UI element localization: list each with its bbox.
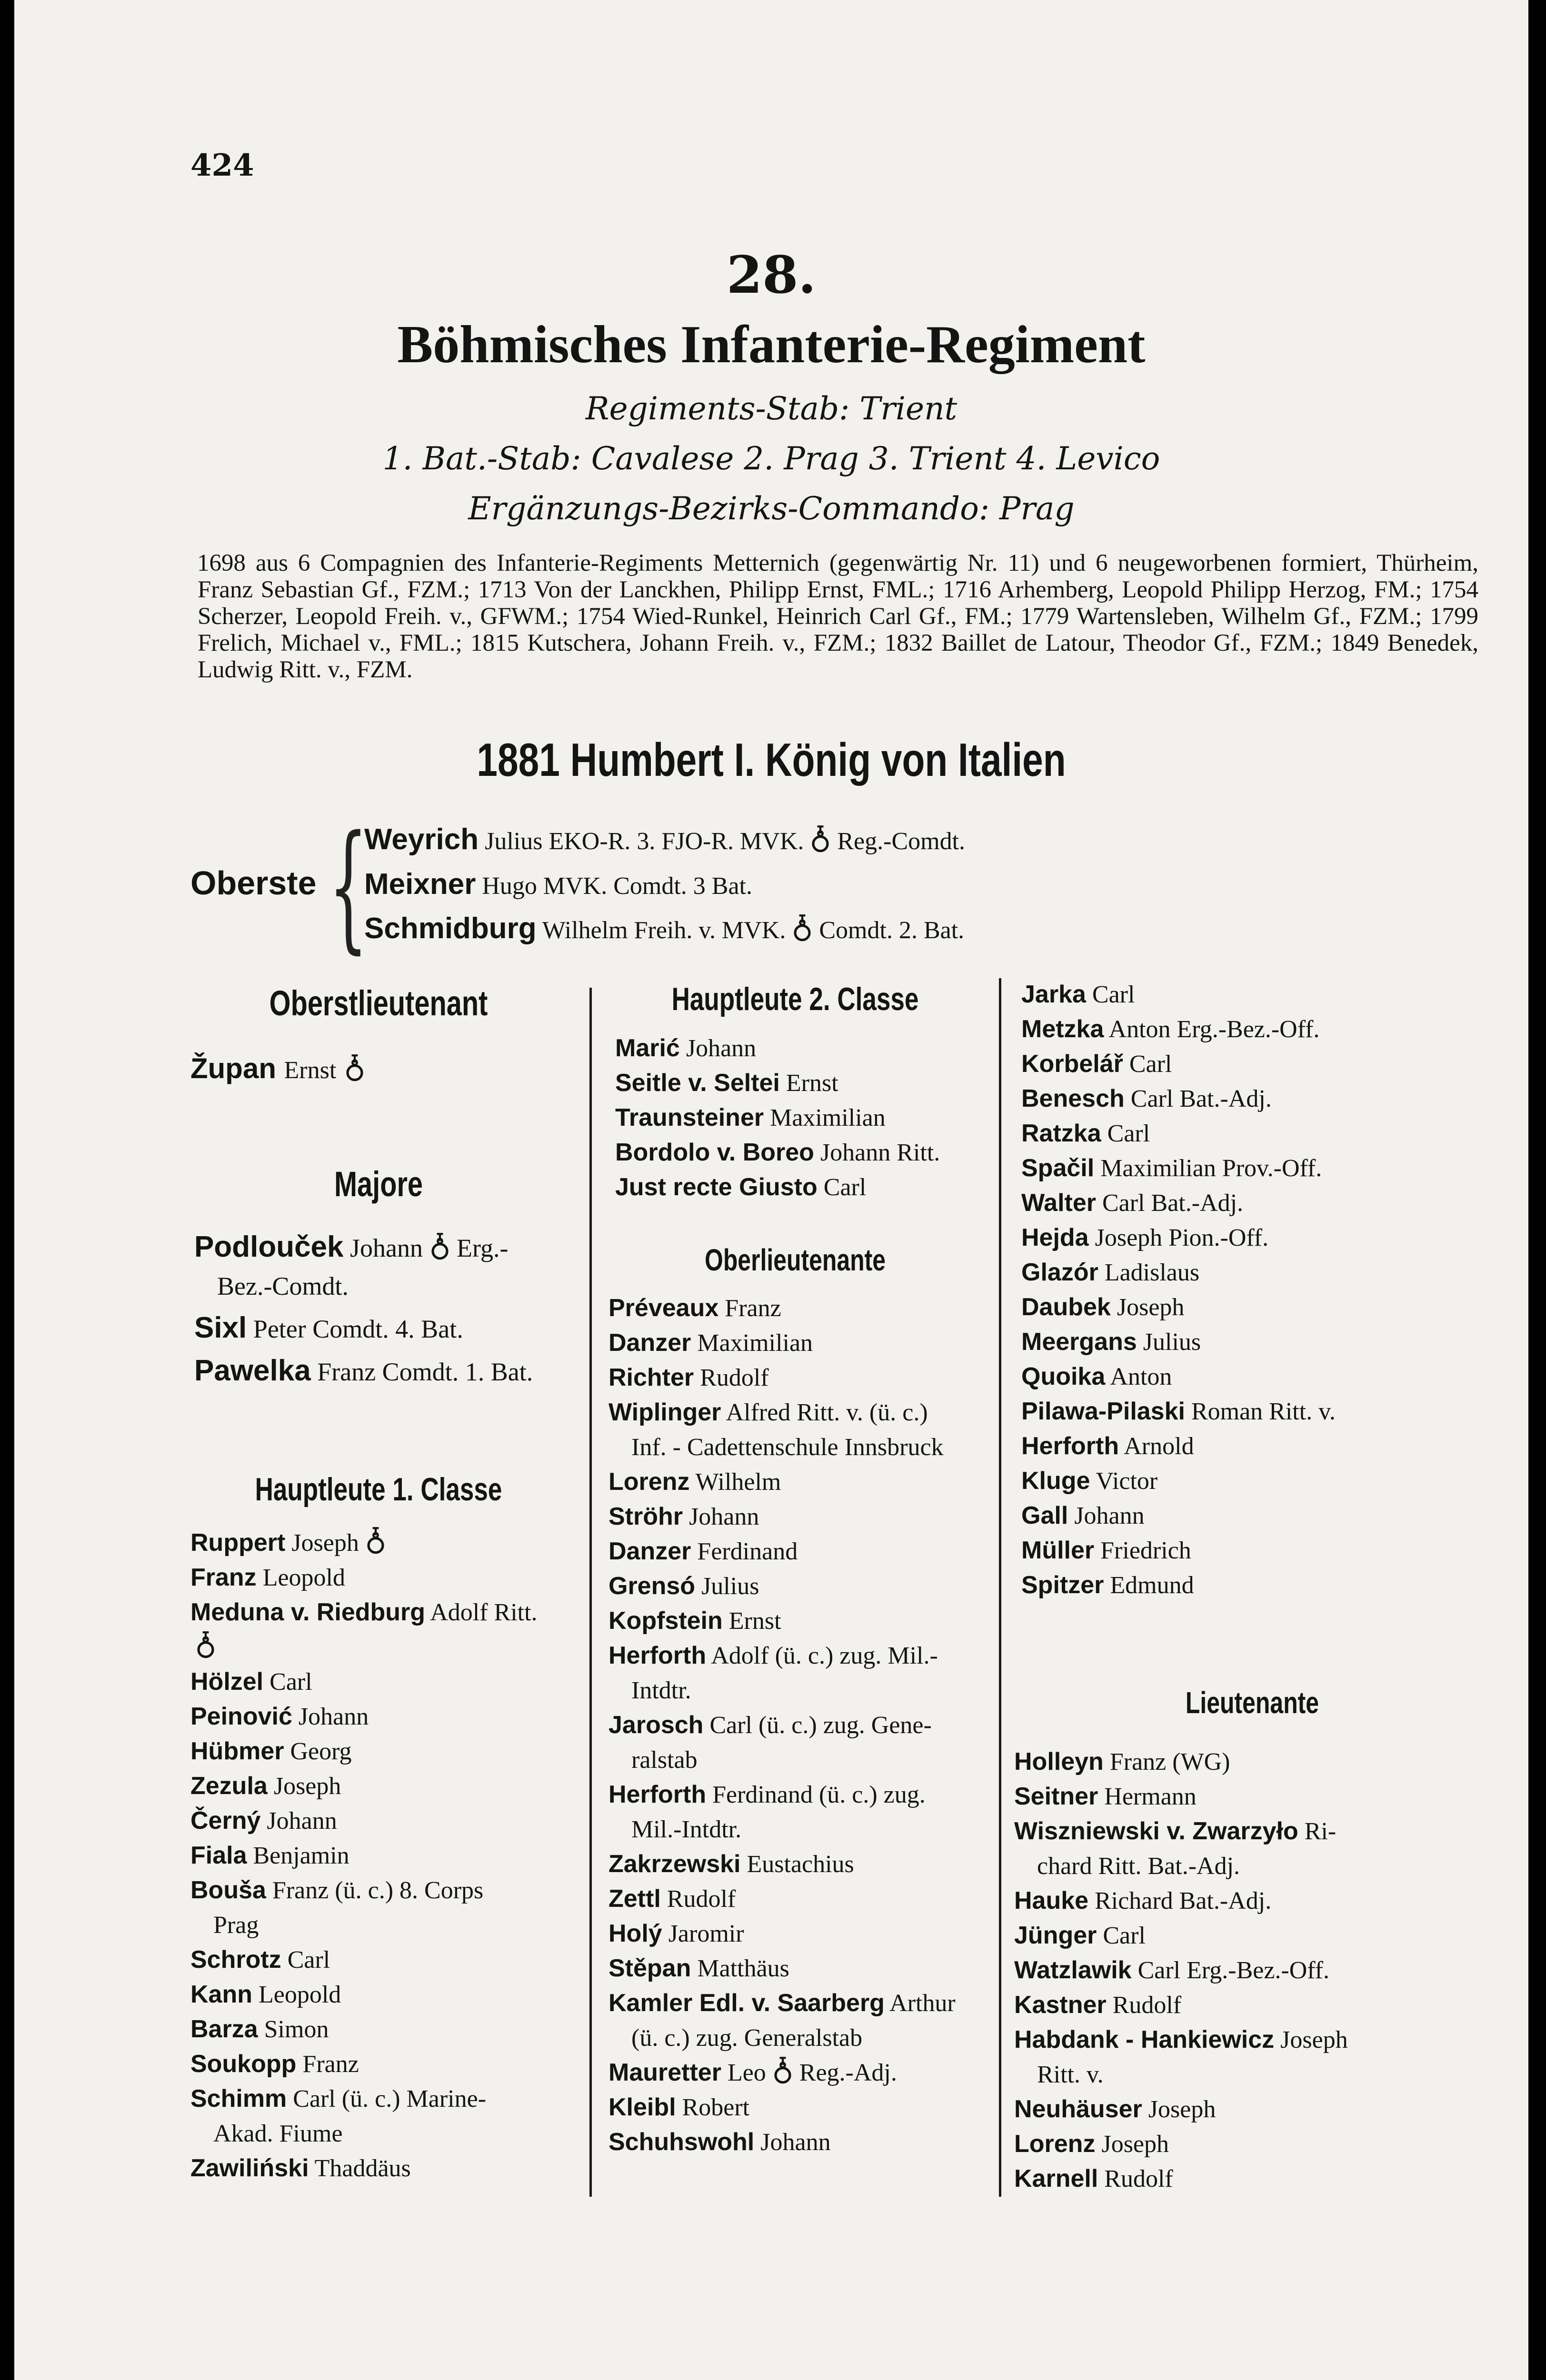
surname: Kluge (1021, 1467, 1090, 1495)
surname: Meixner (364, 868, 476, 901)
surname: Kopfstein (608, 1607, 723, 1635)
after: Erg.- (457, 1234, 509, 1262)
oberste-label: Oberste (190, 864, 317, 902)
rest: Leopold (262, 1564, 345, 1591)
list-item (1014, 2162, 1495, 2196)
list-item (1014, 1988, 1495, 2023)
rest: Friedrich (1100, 1537, 1191, 1564)
list-item (190, 2047, 586, 2082)
rest: Jaromir (668, 1920, 744, 1947)
surname: Holleyn (1014, 1748, 1104, 1775)
surname: Daubek (1021, 1293, 1111, 1321)
continuation: Intdtr. (631, 1677, 691, 1704)
rest: Wilhelm Freih. v. MVK. (542, 917, 786, 944)
surname: Herforth (608, 1781, 707, 1808)
page-number: 424 (190, 148, 254, 183)
list-item (608, 1569, 994, 1604)
surname: Schimm (190, 2085, 287, 2112)
rest: Roman Ritt. v. (1191, 1398, 1336, 1425)
surname: Lorenz (608, 1468, 690, 1496)
continuation: Akad. Fiume (213, 2120, 343, 2147)
column-divider-1 (589, 988, 592, 2197)
list-item (1021, 1220, 1497, 1255)
surname: Ruppert (190, 1529, 286, 1557)
brace-glyph: { (329, 806, 369, 967)
surname: Habdank - Hankiewicz (1014, 2026, 1275, 2053)
surname: Lorenz (1014, 2130, 1096, 2158)
list-item (194, 1352, 580, 1391)
rest: Benjamin (253, 1842, 349, 1869)
list-item (615, 1066, 996, 1101)
list-item (1014, 1745, 1495, 1779)
surname: Jarosch (608, 1711, 704, 1739)
surname: Neuhäuser (1014, 2095, 1142, 2123)
list-item (615, 1135, 996, 1170)
rest: Franz (302, 2051, 359, 2078)
regiment-title: Böhmisches Infanterie-Regiment (397, 315, 1146, 374)
regiment-number: 28. (727, 245, 816, 305)
rest: Victor (1096, 1468, 1158, 1495)
rest: Carl (1092, 981, 1135, 1008)
rest: Simon (264, 2016, 329, 2043)
list-item (1014, 2023, 1495, 2092)
rest: Wilhelm (695, 1468, 781, 1496)
surname: Benesch (1021, 1085, 1125, 1112)
list-item (1021, 977, 1497, 1012)
continuation: Mil.-Intdtr. (631, 1816, 742, 1843)
list-item (608, 1604, 994, 1638)
surname: Korbelář (1021, 1050, 1123, 1078)
surname: Soukopp (190, 2050, 297, 2078)
list-item (608, 2125, 994, 2160)
rest: Carl (269, 1668, 312, 1696)
surname: Marić (615, 1034, 680, 1062)
regiment-inhaber: 1881 Humbert I. König von Italien (477, 734, 1066, 786)
rest: Joseph (1148, 2096, 1216, 2123)
list-item (1021, 1081, 1497, 1116)
surname: Préveaux (608, 1294, 719, 1322)
list-item (190, 2012, 586, 2047)
surname: Metzka (1021, 1015, 1104, 1043)
rest: Franz Comdt. 1. Bat. (317, 1358, 533, 1386)
heading-hauptleute-2: Hauptleute 2. Classe (671, 981, 919, 1017)
heading-majore: Majore (334, 1164, 423, 1204)
list-item (608, 1291, 994, 1326)
decoration-icon (195, 1630, 216, 1659)
list-item (190, 1595, 586, 1665)
surname: Bordolo v. Boreo (615, 1139, 814, 1166)
rest: Carl (287, 1946, 330, 1973)
list-item (608, 1708, 994, 1777)
surname: Kamler Edl. v. Saarberg (608, 1989, 885, 2017)
rest: Joseph Pion.-Off. (1095, 1224, 1269, 1251)
rest: Ladislaus (1104, 1259, 1200, 1286)
list-item (190, 1665, 586, 1699)
rest: Ferdinand (697, 1538, 798, 1565)
surname: Karnell (1014, 2165, 1098, 2192)
list-item (1021, 1394, 1497, 1429)
surname: Holý (608, 1920, 662, 1947)
surname: Bouša (190, 1876, 266, 1904)
rest: Rudolf (1104, 2165, 1173, 2192)
rest: Ferdinand (ü. c.) zug. (712, 1781, 926, 1808)
rest: Franz (ü. c.) 8. Corps (272, 1877, 484, 1904)
rest: Thaddäus (314, 2155, 411, 2182)
list-item (608, 1326, 994, 1360)
surname: Wiplinger (608, 1398, 721, 1426)
surname: Meduna v. Riedburg (190, 1598, 426, 1626)
surname: Franz (190, 1564, 257, 1591)
surname: Just recte Giusto (615, 1173, 818, 1201)
surname: Glazór (1021, 1259, 1098, 1286)
battalion-stab: 1. Bat.-Stab: Cavalese 2. Prag 3. Trient 4. Levico (382, 440, 1160, 477)
surname: Hölzel (190, 1668, 264, 1696)
list-item (608, 2055, 994, 2090)
rest: Arnold (1124, 1433, 1194, 1460)
oberstlieutenant-entry (190, 1052, 365, 1085)
surname: Wiszniewski v. Zwarzyło (1014, 1817, 1298, 1845)
list-item (190, 2151, 586, 2186)
continuation: (ü. c.) zug. Generalstab (631, 2024, 863, 2052)
rest: Franz (725, 1295, 781, 1322)
rest: Joseph (273, 1773, 341, 1800)
rest: Alfred Ritt. v. (ü. c.) (726, 1399, 928, 1426)
rest: Julius (1143, 1329, 1201, 1356)
column-divider-2 (999, 978, 1001, 2197)
rest: Ernst (284, 1057, 337, 1084)
rest: Johann (350, 1234, 423, 1262)
hauptleute-2-list (615, 1031, 996, 1205)
list-item (1014, 2092, 1495, 2127)
continuation: Prag (213, 1912, 259, 1939)
surname: Jarka (1021, 981, 1086, 1008)
surname: Seitner (1014, 1783, 1098, 1810)
list-item (608, 1360, 994, 1395)
rest: Johann (686, 1035, 757, 1062)
surname: Danzer (608, 1537, 691, 1565)
surname: Kann (190, 1981, 252, 2008)
list-item (1021, 1533, 1497, 1568)
rest: Rudolf (667, 1885, 736, 1913)
surname: Zettl (608, 1885, 661, 1913)
rest: Rudolf (1112, 1992, 1182, 2019)
list-item (1021, 1359, 1497, 1394)
surname: Mauretter (608, 2059, 721, 2086)
heading-oberstlieutenant: Oberstlieutenant (269, 983, 488, 1023)
list-item (1014, 1918, 1495, 1953)
list-item (1021, 1325, 1497, 1359)
rest: Adolf (ü. c.) zug. Mil.- (711, 1642, 938, 1669)
list-item (1021, 1151, 1497, 1186)
decoration-icon (344, 1053, 365, 1082)
after: Reg.-Comdt. (837, 828, 966, 855)
list-item (190, 1699, 586, 1734)
surname: Pawelka (194, 1354, 311, 1387)
surname: Župan (190, 1052, 276, 1084)
surname: Barza (190, 2015, 258, 2043)
surname: Danzer (608, 1329, 691, 1357)
surname: Schrotz (190, 1946, 281, 1973)
page (14, 0, 1528, 2380)
continuation: Inf. - Cadettenschule Innsbruck (631, 1434, 944, 1461)
rest: Maximilian (770, 1104, 886, 1131)
list-item (1021, 1012, 1497, 1047)
rest: Johann (267, 1807, 337, 1835)
list-item (608, 1395, 994, 1465)
surname: Zakrzewski (608, 1850, 741, 1878)
rest: Johann Ritt. (820, 1139, 940, 1166)
rest: Johann (298, 1703, 369, 1730)
rest: Georg (290, 1738, 352, 1765)
list-item (190, 1734, 586, 1769)
rest: Anton (1110, 1363, 1172, 1390)
surname: Zawiliński (190, 2154, 309, 2182)
surname: Sixl (194, 1311, 247, 1344)
rest: Leo (727, 2059, 766, 2086)
list-item (190, 1838, 586, 1873)
list-item (608, 1882, 994, 1916)
colonel-entry (364, 867, 752, 901)
rest: Peter Comdt. 4. Bat. (253, 1315, 463, 1343)
rest: Julius (701, 1573, 759, 1600)
list-item (1021, 1429, 1497, 1464)
rest: Maximilian (697, 1329, 813, 1357)
surname: Schmidburg (364, 912, 537, 945)
continuation: chard Ritt. Bat.-Adj. (1037, 1853, 1240, 1880)
rest: Ernst (728, 1607, 781, 1635)
surname: Herforth (1021, 1432, 1119, 1460)
continuation: ralstab (631, 1746, 698, 1774)
list-item (190, 1526, 586, 1560)
list-item (1021, 1568, 1497, 1603)
rest: Johann (689, 1503, 759, 1530)
hauptleute-1-list (190, 1526, 586, 2186)
list-item (615, 1031, 996, 1066)
list-item (190, 1873, 586, 1943)
list-item (190, 1769, 586, 1804)
lieutenants-list (1014, 1745, 1495, 2196)
surname: Gall (1021, 1502, 1068, 1529)
list-item (190, 1560, 586, 1595)
rest: Julius EKO-R. 3. FJO-R. MVK. (485, 828, 804, 855)
surname: Fiala (190, 1842, 247, 1869)
list-item (1021, 1255, 1497, 1290)
rest: Adolf Ritt. (430, 1599, 538, 1626)
surname: Spitzer (1021, 1571, 1104, 1599)
ergaenzung-commando: Ergänzungs-Bezirks-Commando: Prag (468, 490, 1075, 527)
rest: Rudolf (700, 1364, 769, 1391)
list-item (1021, 1047, 1497, 1081)
surname: Zezula (190, 1772, 268, 1800)
rest: Carl (1129, 1051, 1172, 1078)
decoration-icon (810, 824, 831, 853)
rest: Eustachius (747, 1851, 854, 1878)
list-item (1014, 1953, 1495, 1988)
rest: Joseph (1101, 2131, 1169, 2158)
list-item (608, 1465, 994, 1499)
list-item (190, 2082, 586, 2151)
decoration-icon (772, 2056, 793, 2084)
surname: Traunsteiner (615, 1104, 764, 1131)
rest: Carl (ü. c.) zug. Gene- (709, 1712, 932, 1739)
list-item (190, 1804, 586, 1838)
rest: Anton Erg.-Bez.-Off. (1108, 1016, 1320, 1043)
continuation: Ritt. v. (1037, 2061, 1104, 2088)
after: Comdt. 2. Bat. (819, 917, 965, 944)
surname: Podlouček (194, 1230, 344, 1263)
decoration-icon (429, 1232, 450, 1260)
rest: Carl Bat.-Adj. (1130, 1085, 1272, 1112)
rest: Carl Bat.-Adj. (1102, 1190, 1244, 1217)
surname: Watzlawik (1014, 1956, 1132, 1984)
rest: Ri- (1304, 1818, 1337, 1845)
rest: Carl (1103, 1922, 1146, 1949)
decoration-icon (365, 1526, 386, 1555)
surname: Seitle v. Seltei (615, 1069, 780, 1097)
rest: Richard Bat.-Adj. (1095, 1887, 1272, 1914)
rest: Hermann (1104, 1783, 1197, 1810)
list-item (194, 1309, 580, 1348)
surname: Stěpan (608, 1954, 691, 1982)
surname: Kleibl (608, 2093, 676, 2121)
list-item (1014, 1779, 1495, 1814)
surname: Spačil (1021, 1154, 1095, 1182)
rest: Carl Erg.-Bez.-Off. (1137, 1957, 1329, 1984)
surname: Hejda (1021, 1224, 1089, 1251)
list-item (615, 1170, 996, 1205)
decoration-line (190, 1630, 586, 1665)
list-item (608, 2090, 994, 2125)
oberlieutenants-cont-list (1021, 977, 1497, 1603)
rest: Edmund (1110, 1572, 1194, 1599)
rest: Franz (WG) (1109, 1748, 1230, 1775)
heading-lieutenants: Lieutenante (1185, 1686, 1319, 1720)
surname: Herforth (608, 1642, 707, 1669)
list-item (194, 1228, 580, 1305)
surname: Pilawa-Pilaski (1021, 1398, 1185, 1425)
list-item (1021, 1498, 1497, 1533)
list-item (608, 1951, 994, 1986)
list-item (608, 1847, 994, 1882)
rest: Joseph (291, 1529, 359, 1557)
rest: Joseph (1117, 1294, 1185, 1321)
surname: Schuhswohl (608, 2128, 755, 2156)
list-item (1014, 2127, 1495, 2162)
after: Reg.-Adj. (799, 2059, 897, 2086)
rest: Arthur (889, 1990, 956, 2017)
heading-oberlieutenants: Oberlieutenante (704, 1243, 886, 1277)
majore-list (194, 1228, 580, 1395)
surname: Hübmer (190, 1737, 284, 1765)
rest: Maximilian Prov.-Off. (1100, 1155, 1322, 1182)
list-item (1021, 1290, 1497, 1325)
rest: Matthäus (697, 1955, 789, 1982)
list-item (608, 1534, 994, 1569)
decoration-icon (792, 913, 813, 942)
list-item (1021, 1464, 1497, 1498)
rest: Johann (1074, 1502, 1145, 1529)
list-item (1021, 1186, 1497, 1220)
surname: Weyrich (364, 823, 479, 856)
list-item (608, 1916, 994, 1951)
list-item (1014, 1814, 1495, 1884)
list-item (608, 1499, 994, 1534)
list-item (615, 1101, 996, 1135)
rest: Carl (823, 1174, 867, 1201)
rest: Hugo MVK. Comdt. 3 Bat. (482, 873, 753, 900)
surname: Walter (1021, 1189, 1096, 1217)
heading-hauptleute-1: Hauptleute 1. Classe (255, 1471, 502, 1507)
rest: Robert (682, 2094, 750, 2121)
surname: Kastner (1014, 1991, 1107, 2019)
list-item (1014, 1884, 1495, 1918)
surname: Hauke (1014, 1887, 1089, 1914)
surname: Quoika (1021, 1363, 1106, 1390)
rest: Ernst (786, 1070, 838, 1097)
rest: Carl (1107, 1120, 1150, 1147)
list-item (608, 1986, 994, 2055)
regiment-history: 1698 aus 6 Compagnien des Infanterie-Regiments Metternich (gegenwärtig Nr. 11) und 6 neugeworbenen formiert, Thürheim, Franz Sebastian Gf., FZM.; 1713 Von der Lanckhen, Philipp Ernst, FML.; 1716 Arhemberg, Leopold Philipp Herzog, FM.; 1754 Scherzer, Leopold Freih. v., GFWM.; 1754 Wied-Runkel, Heinrich Carl Gf., FM.; 1779 Wartensleben, Wilhelm Gf., FZM.; 1799 Frelich, Michael v., FML.; 1815 Kutschera, Johann Freih. v., FZM.; 1832 Baillet de Latour, Theodor Gf., FZM.; 1849 Benedek, Ludwig Ritt. v., FZM. (197, 550, 1478, 683)
regiment-stab: Regiments-Stab: Trient (585, 390, 958, 427)
list-item (1021, 1116, 1497, 1151)
rest: Leopold (259, 1981, 341, 2008)
surname: Černý (190, 1807, 261, 1835)
surname: Meergans (1021, 1328, 1137, 1356)
list-item (608, 1638, 994, 1708)
oberlieutenants-list (608, 1291, 994, 2160)
surname: Grensó (608, 1572, 696, 1600)
surname: Ratzka (1021, 1120, 1101, 1147)
surname: Müller (1021, 1537, 1095, 1564)
surname: Peinović (190, 1703, 292, 1730)
surname: Richter (608, 1364, 694, 1391)
rest: Carl (ü. c.) Marine- (293, 2085, 487, 2112)
list-item (608, 1777, 994, 1847)
surname: Jünger (1014, 1922, 1097, 1949)
colonel-entry (364, 823, 965, 856)
rest: Joseph (1280, 2026, 1348, 2053)
list-item (190, 1977, 586, 2012)
colonel-entry (364, 912, 964, 945)
surname: Ströhr (608, 1503, 683, 1530)
continuation: Bez.-Comdt. (217, 1272, 349, 1300)
list-item (190, 1943, 586, 1977)
rest: Johann (760, 2129, 831, 2156)
